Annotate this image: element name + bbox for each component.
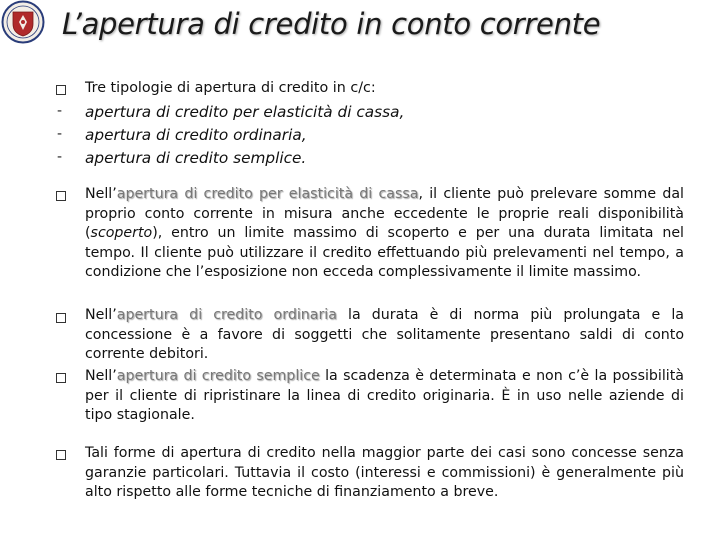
page-title: L’apertura di credito in conto corrente bbox=[62, 7, 601, 41]
university-seal-logo bbox=[0, 0, 46, 44]
type-item: apertura di credito per elasticità di cassa, bbox=[85, 103, 405, 121]
square-bullet-icon bbox=[56, 373, 66, 383]
dash-bullet-icon: - bbox=[57, 149, 63, 165]
paragraph-conclusione: Tali forme di apertura di credito nella maggior parte dei casi sono concesse senza garanzie particolari. Tuttavia il costo (interessi e commissioni) è generalmente più alto rispetto alle forme tecniche di finanziamento a breve. bbox=[85, 445, 684, 500]
term-semplice: apertura di credito semplice bbox=[116, 368, 320, 384]
paragraph-ordinaria bbox=[85, 306, 684, 365]
square-bullet-icon bbox=[56, 450, 66, 460]
paragraph-text: ), entro un limite massimo di scoperto e per una durata limitata nel tempo. Il cliente può utilizzare il credito effettuando più prelevamenti nel tempo, a condizione che l’esposizione non ecceda complessivamente il limite massimo. bbox=[85, 225, 684, 280]
dash-bullet-icon: - bbox=[57, 103, 63, 119]
term-elasticita: apertura di credito per elasticità di cassa bbox=[116, 186, 419, 202]
paragraph-lead: Nell’ bbox=[85, 307, 117, 323]
paragraph-text: la durata è di norma più prolungata e la concessione è a favore di soggetti che solitamente presentano saldi di conto corrente debitori. bbox=[85, 307, 684, 362]
term-ordinaria: apertura di credito ordinaria bbox=[116, 307, 337, 323]
type-item: apertura di credito ordinaria, bbox=[85, 126, 307, 144]
paragraph-text: la scadenza è determinata e non c’è la possibilità per il cliente di ripristinare la linea di credito originaria. È in uso nelle aziende di tipo stagionale. bbox=[85, 368, 684, 423]
square-bullet-icon bbox=[56, 85, 66, 95]
paragraph-elasticita bbox=[85, 185, 684, 283]
paragraph-semplice bbox=[85, 367, 684, 426]
square-bullet-icon bbox=[56, 313, 66, 323]
square-bullet-icon bbox=[56, 191, 66, 201]
dash-bullet-icon: - bbox=[57, 126, 63, 142]
paragraph-text: , il cliente può prelevare somme dal proprio conto corrente in misura anche eccedente le proprie reali disponibilità ( bbox=[85, 186, 684, 241]
paragraph-lead: Nell’ bbox=[85, 186, 117, 202]
paragraph-lead: Nell’ bbox=[85, 368, 117, 384]
intro-line: Tre tipologie di apertura di credito in c/c: bbox=[85, 80, 376, 96]
term-scoperto: scoperto bbox=[90, 225, 153, 241]
type-item: apertura di credito semplice. bbox=[85, 149, 307, 167]
